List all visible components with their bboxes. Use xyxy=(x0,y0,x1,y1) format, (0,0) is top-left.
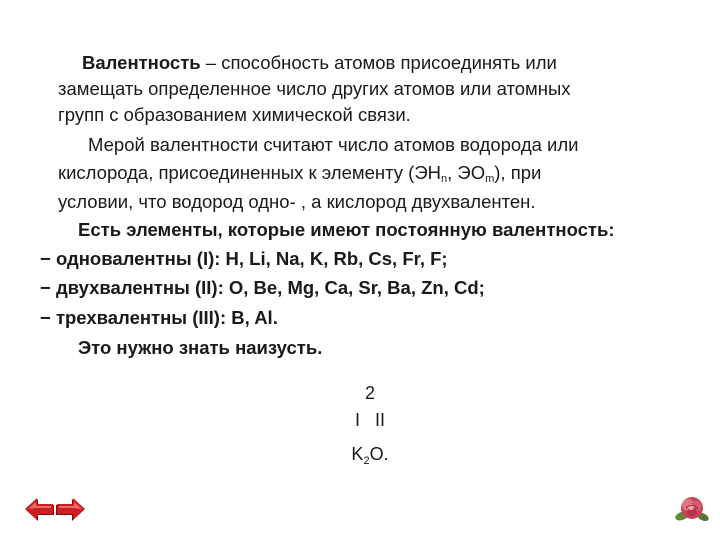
valence-definition-line-1 xyxy=(82,52,557,74)
subscript-m: m xyxy=(485,173,495,185)
valence-definition-line-2: замещать определенное число других атомов или атомных xyxy=(58,78,571,99)
arrow-right-icon xyxy=(56,494,86,524)
valence-term: Валентность xyxy=(82,52,201,73)
valence-measure-mid: , ЭО xyxy=(447,162,486,183)
divalent-list: − двухвалентны (II): O, Be, Mg, Ca, Sr, Ba, Zn, Cd; xyxy=(40,277,485,298)
constant-valence-heading: Есть элементы, которые имеют постоянную валентность: xyxy=(78,219,615,240)
valence-measure-line-2 xyxy=(58,162,541,184)
valence-measure-text: кислорода, присоединенных к элементу (ЭН xyxy=(58,162,441,183)
valence-definition-text: – способность атомов присоединять или xyxy=(200,52,557,73)
formula-element-k: K xyxy=(351,444,364,464)
next-slide-button[interactable] xyxy=(56,494,86,524)
formula-subscript: 2 xyxy=(363,455,370,467)
formula-top-number: 2 xyxy=(364,383,375,403)
subscript-n: n xyxy=(441,173,448,185)
previous-slide-button[interactable] xyxy=(24,494,54,524)
formula-k2o xyxy=(330,443,410,465)
memorize-note: Это нужно знать наизусть. xyxy=(78,337,323,358)
valence-measure-line-1: Мерой валентности считают число атомов водорода или xyxy=(88,134,579,155)
arrow-left-icon xyxy=(24,494,54,524)
monovalent-list: − одновалентны (I): H, Li, Na, K, Rb, Cs, Fr, F; xyxy=(40,248,448,269)
trivalent-list: − трехвалентны (III): B, Al. xyxy=(40,307,278,328)
formula-valences: I II xyxy=(354,410,385,430)
formula-element-o: O. xyxy=(369,444,389,464)
valence-definition-line-3: групп с образованием химической связи. xyxy=(58,104,411,125)
rose-icon xyxy=(674,494,710,524)
valence-measure-end: ), при xyxy=(494,162,542,183)
valence-measure-line-3: условии, что водород одно- , а кислород двухвалентен. xyxy=(58,191,536,212)
